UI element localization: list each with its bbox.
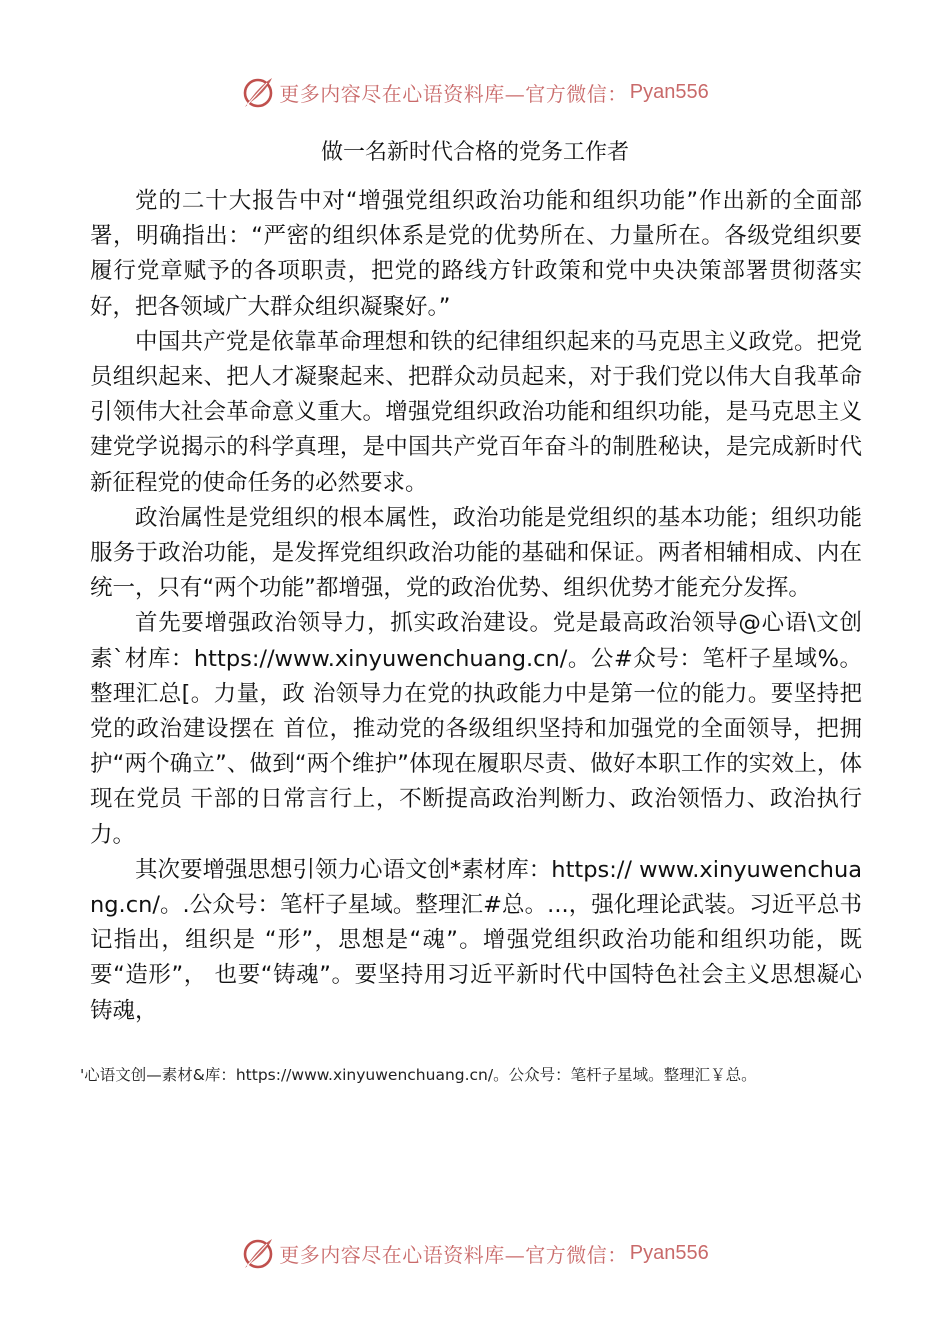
- paragraph-1: 党的二十大报告中对“增强党组织政治功能和组织功能”作出新的全面部署，明确指出：“严密的组织体系是党的优势所在、力量所在。各级党组织要履行党章赋予的各项职责，把党的路线方针政策和党中央决策部署贯彻落实好，把各领域广大群众组织凝聚好。”: [90, 188, 862, 320]
- footnote: '心语文创—素材&库：https://www.xinyuwenchuang.cn/。公众号：笔杆子星域。整理汇￥总。: [80, 1066, 757, 1084]
- watermark-wechat-id: Pyan556: [629, 80, 709, 103]
- document-body: [90, 184, 862, 1029]
- document-title: 做一名新时代合格的党务工作者: [320, 140, 629, 165]
- quill-logo-icon: [241, 1236, 275, 1270]
- watermark-text: 更多内容尽在心语资料库—官方微信：: [279, 81, 628, 106]
- header-watermark: [0, 72, 950, 112]
- paragraph-4: 首先要增强政治领导力，抓实政治建设。党是最高政治领导@心语\文创素`材库：https://www.xinyuwenchuang.cn/。公#众号：笔杆子星域%。整理汇总[。力量，政 治领导力在党的执政能力中是第一位的能力。要坚持把党的政治建设摆在 首位，推动党的各级组织坚持和加强党的全面领导，把拥护“两个确立”、做到“两个维护”体现在履职尽责、做好本职工作的实效上，体现在党员 干部的日常言行上，不断提高政治判断力、政治领悟力、政治执行力。: [90, 610, 862, 848]
- paragraph-2: 中国共产党是依靠革命理想和铁的纪律组织起来的马克思主义政党。把党员组织起来、把人才凝聚起来、把群众动员起来，对于我们党以伟大自我革命引领伟大社会革命意义重大。增强党组织政治功能和组织功能，是马克思主义建党学说揭示的科学真理，是中国共产党百年奋斗的制胜秘诀，是完成新时代新征程党的使命任务的必然要求。: [90, 328, 862, 496]
- quill-logo-icon: [241, 75, 275, 109]
- paragraph-5: 其次要增强思想引领力心语文创*素材库：https:// www.xinyuwenchuang.cn/。.公众号：笔杆子星域。整理汇#总。...，强化理论武装。习近平总书记指出，组织是 “形”，思想是“魂”。增强党组织政治功能和组织功能，既要“造形”， 也要“铸魂”。要坚持用习近平新时代中国特色社会主义思想凝心铸魂，: [90, 856, 862, 1024]
- watermark-wechat-id: Pyan556: [629, 1241, 709, 1264]
- watermark-text: 更多内容尽在心语资料库—官方微信：: [279, 1242, 628, 1267]
- footer-watermark: [0, 1233, 950, 1273]
- paragraph-3: 政治属性是党组织的根本属性，政治功能是党组织的基本功能；组织功能服务于政治功能，是发挥党组织政治功能的基础和保证。两者相辅相成、内在统一，只有“两个功能”都增强，党的政治优势、组织优势才能充分发挥。: [90, 504, 862, 602]
